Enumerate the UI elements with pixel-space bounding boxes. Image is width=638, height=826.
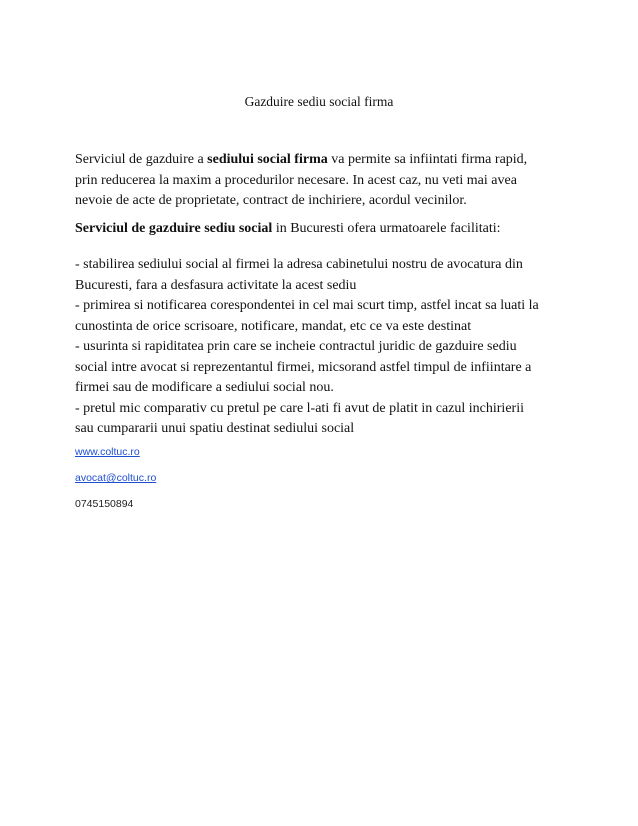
service-heading-line [75,219,575,240]
facility-line: firmei sau de modificare a sediului social nou. [75,380,334,395]
facility-line: - usurinta si rapiditatea prin care se incheie contractul juridic de gazduire sediu [75,339,517,354]
document-title-text: Gazduire sediu social firma [244,94,394,109]
intro-line-1-end: va permite sa infiintati firma rapid, [327,152,528,167]
facility-line: social intre avocat si reprezentantul firmei, micsorand astfel timpul de infiintare a [75,359,532,375]
service-bold-phrase: Serviciul de gazduire sediu social [75,221,273,236]
intro-line-1 [75,150,575,171]
intro-line-1-start: Serviciul de gazduire a [75,152,208,167]
facility-line: Bucuresti, fara a desfasura activitate la acest sediu [75,277,357,293]
intro-line-2: prin reducerea la maxim a procedurilor necesare. In acest caz, nu veti mai avea [75,172,517,188]
intro-paragraph [75,150,575,212]
facility-line: - stabilirea sediului social al firmei la adresa cabinetului nostru de avocatura din [75,257,523,272]
intro-line-3: nevoie de acte de proprietate, contract de inchiriere, acordul vecinilor. [75,193,467,208]
facility-line: - primirea si notificarea corespondentei in cel mai scurt timp, astfel incat sa luati la [75,298,539,313]
phone-number: 0745150894 [75,498,134,510]
facility-line: cunostinta de orice scrisoare, notificare, mandat, etc ce va este destinat [75,318,472,334]
intro-bold-phrase: sediului social firma [207,152,328,167]
service-heading-paragraph [75,219,575,240]
email-link[interactable]: avocat@coltuc.ro [75,472,157,484]
website-link[interactable]: www.coltuc.ro [75,446,140,458]
facility-line: - pretul mic comparativ cu pretul pe care l-ati fi avut de platit in cazul inchirierii [75,400,524,416]
document-title [0,94,638,110]
facility-line: sau cumpararii unui spatiu destinat sediului social [75,421,355,436]
service-heading-rest: in Bucuresti ofera urmatoarele facilitati: [272,221,501,236]
facilities-list [75,255,575,440]
